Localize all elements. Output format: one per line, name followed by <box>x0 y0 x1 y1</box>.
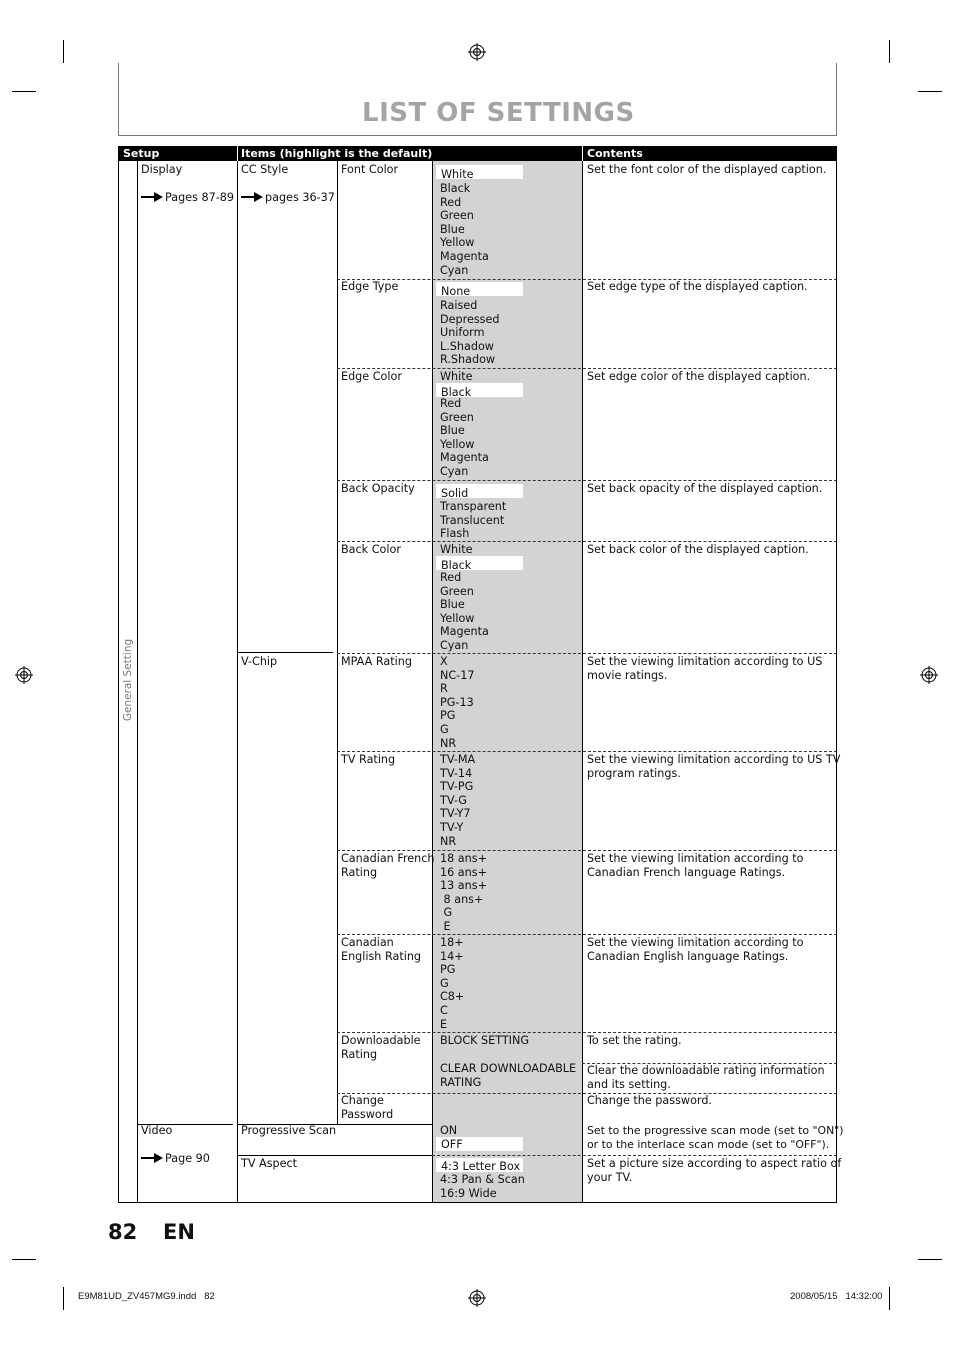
row-divider <box>337 368 837 369</box>
registration-mark-icon <box>468 43 486 61</box>
table-border-left <box>118 146 119 1203</box>
column-divider <box>337 161 338 1124</box>
option-list: Red Green Blue Yellow Magenta Cyan <box>440 397 489 478</box>
option-first: White <box>440 370 473 383</box>
item-label: Back Color <box>341 543 401 556</box>
crop-mark <box>918 91 942 92</box>
table-border-right <box>836 146 837 1203</box>
row-divider <box>337 934 837 935</box>
registration-mark-icon <box>920 666 938 684</box>
table-border-bottom <box>118 1202 837 1203</box>
section-video-pages <box>141 1138 210 1165</box>
option-default: Black <box>441 559 472 572</box>
page-number: 82 <box>108 1220 138 1244</box>
header-setup: Setup <box>123 147 160 160</box>
option-block-setting: BLOCK SETTING <box>440 1034 529 1047</box>
option-list: Raised Depressed Uniform L.Shadow R.Shadow <box>440 299 500 367</box>
arrow-right-icon <box>241 192 263 202</box>
item-label: TV Rating <box>341 753 396 766</box>
display-pages-label: Pages 87-89 <box>165 190 234 204</box>
item-label: Font Color <box>341 163 399 176</box>
crop-mark <box>63 1287 64 1310</box>
header-items: Items (highlight is the default) <box>241 147 433 160</box>
option-default: None <box>441 285 471 298</box>
column-divider <box>237 161 238 1203</box>
item-label: TV Aspect <box>241 1157 298 1170</box>
option-list: Black Red Green Blue Yellow Magenta Cyan <box>440 182 489 277</box>
header-divider <box>237 146 238 161</box>
option-list: 4:3 Pan & Scan 16:9 Wide <box>440 1173 525 1200</box>
crop-mark <box>918 1259 942 1260</box>
table-header-bar <box>118 146 837 161</box>
item-label: MPAA Rating <box>341 655 412 668</box>
row-divider <box>337 480 837 481</box>
option-list: Transparent Translucent Flash <box>440 500 507 541</box>
option-default: 4:3 Letter Box <box>441 1160 521 1173</box>
option-list: 18+ 14+ PG G C8+ C E <box>440 936 465 1031</box>
crop-mark <box>12 1259 36 1260</box>
registration-mark-icon <box>15 666 33 684</box>
option-first: White <box>440 543 473 556</box>
option-list: TV-MA TV-14 TV-PG TV-G TV-Y7 TV-Y NR <box>440 753 476 848</box>
content-text: To set the rating. <box>587 1034 682 1047</box>
language-code: EN <box>163 1220 195 1244</box>
section-vchip: V-Chip <box>241 655 278 668</box>
content-text: Set to the progressive scan mode (set to "ON") or to the interlace scan mode (set to "OFF"). <box>587 1124 844 1151</box>
header-divider <box>582 146 583 161</box>
item-label: Change Password <box>341 1094 394 1121</box>
section-cc-style-pages <box>241 177 335 204</box>
content-text: Set edge type of the displayed caption. <box>587 280 808 293</box>
section-display-pages <box>141 177 234 204</box>
row-divider <box>337 541 837 542</box>
row-divider <box>337 850 837 851</box>
option-first: ON <box>440 1124 458 1137</box>
content-text: Change the password. <box>587 1094 712 1107</box>
option-list: 18 ans+ 16 ans+ 13 ans+ 8 ans+ G E <box>440 852 487 933</box>
page-title: LIST OF SETTINGS <box>362 98 635 128</box>
crop-mark <box>63 40 64 63</box>
option-clear-downloadable: CLEAR DOWNLOADABLE RATING <box>440 1062 577 1089</box>
option-default: OFF <box>441 1138 463 1151</box>
section-video: Video <box>141 1124 173 1137</box>
column-divider <box>582 161 583 1203</box>
option-default: Solid <box>441 487 469 500</box>
row-divider <box>237 652 333 653</box>
content-text: Set back color of the displayed caption. <box>587 543 809 556</box>
content-text: Set the viewing limitation according to Canadian English language Ratings. <box>587 936 804 963</box>
item-label: Progressive Scan <box>241 1124 337 1137</box>
video-pages-label: Page 90 <box>165 1151 210 1165</box>
cc-style-pages-label: pages 36-37 <box>265 190 335 204</box>
item-label: Edge Type <box>341 280 399 293</box>
header-contents: Contents <box>587 147 643 160</box>
content-text: Set the viewing limitation according to US TV program ratings. <box>587 753 841 780</box>
content-text: Set edge color of the displayed caption. <box>587 370 811 383</box>
arrow-right-icon <box>141 1153 163 1163</box>
row-divider <box>337 751 837 752</box>
content-text: Clear the downloadable rating information and its setting. <box>587 1064 825 1091</box>
row-divider <box>432 1155 837 1156</box>
row-divider <box>337 653 837 654</box>
crop-mark <box>12 91 36 92</box>
item-label: Back Opacity <box>341 482 415 495</box>
column-divider <box>137 161 138 1203</box>
item-label: Downloadable Rating <box>341 1034 421 1061</box>
row-divider <box>237 1155 433 1156</box>
crop-mark <box>889 40 890 63</box>
footer-file-info: E9M81UD_ZV457MG9.indd 82 <box>78 1291 215 1302</box>
item-label: Canadian English Rating <box>341 936 422 963</box>
item-label: Canadian French Rating <box>341 852 435 879</box>
content-text: Set the viewing limitation according to Canadian French language Ratings. <box>587 852 804 879</box>
arrow-right-icon <box>141 192 163 202</box>
crop-mark <box>889 1287 890 1310</box>
column-divider <box>432 161 433 1203</box>
option-list: Red Green Blue Yellow Magenta Cyan <box>440 571 489 652</box>
registration-mark-icon <box>468 1289 486 1307</box>
row-divider <box>337 1032 837 1033</box>
content-text: Set the viewing limitation according to US movie ratings. <box>587 655 823 682</box>
section-display: Display <box>141 163 183 176</box>
option-list: X NC-17 R PG-13 PG G NR <box>440 655 475 750</box>
item-label: Edge Color <box>341 370 402 383</box>
content-text: Set a picture size according to aspect ratio of your TV. <box>587 1157 842 1184</box>
side-label-general-setting: General Setting <box>122 638 134 722</box>
section-cc-style: CC Style <box>241 163 289 176</box>
content-text: Set back opacity of the displayed caption. <box>587 482 823 495</box>
content-text: Set the font color of the displayed caption. <box>587 163 827 176</box>
option-default: White <box>441 168 474 181</box>
option-default: Black <box>441 386 472 399</box>
footer-timestamp: 2008/05/15 14:32:00 <box>790 1291 883 1302</box>
